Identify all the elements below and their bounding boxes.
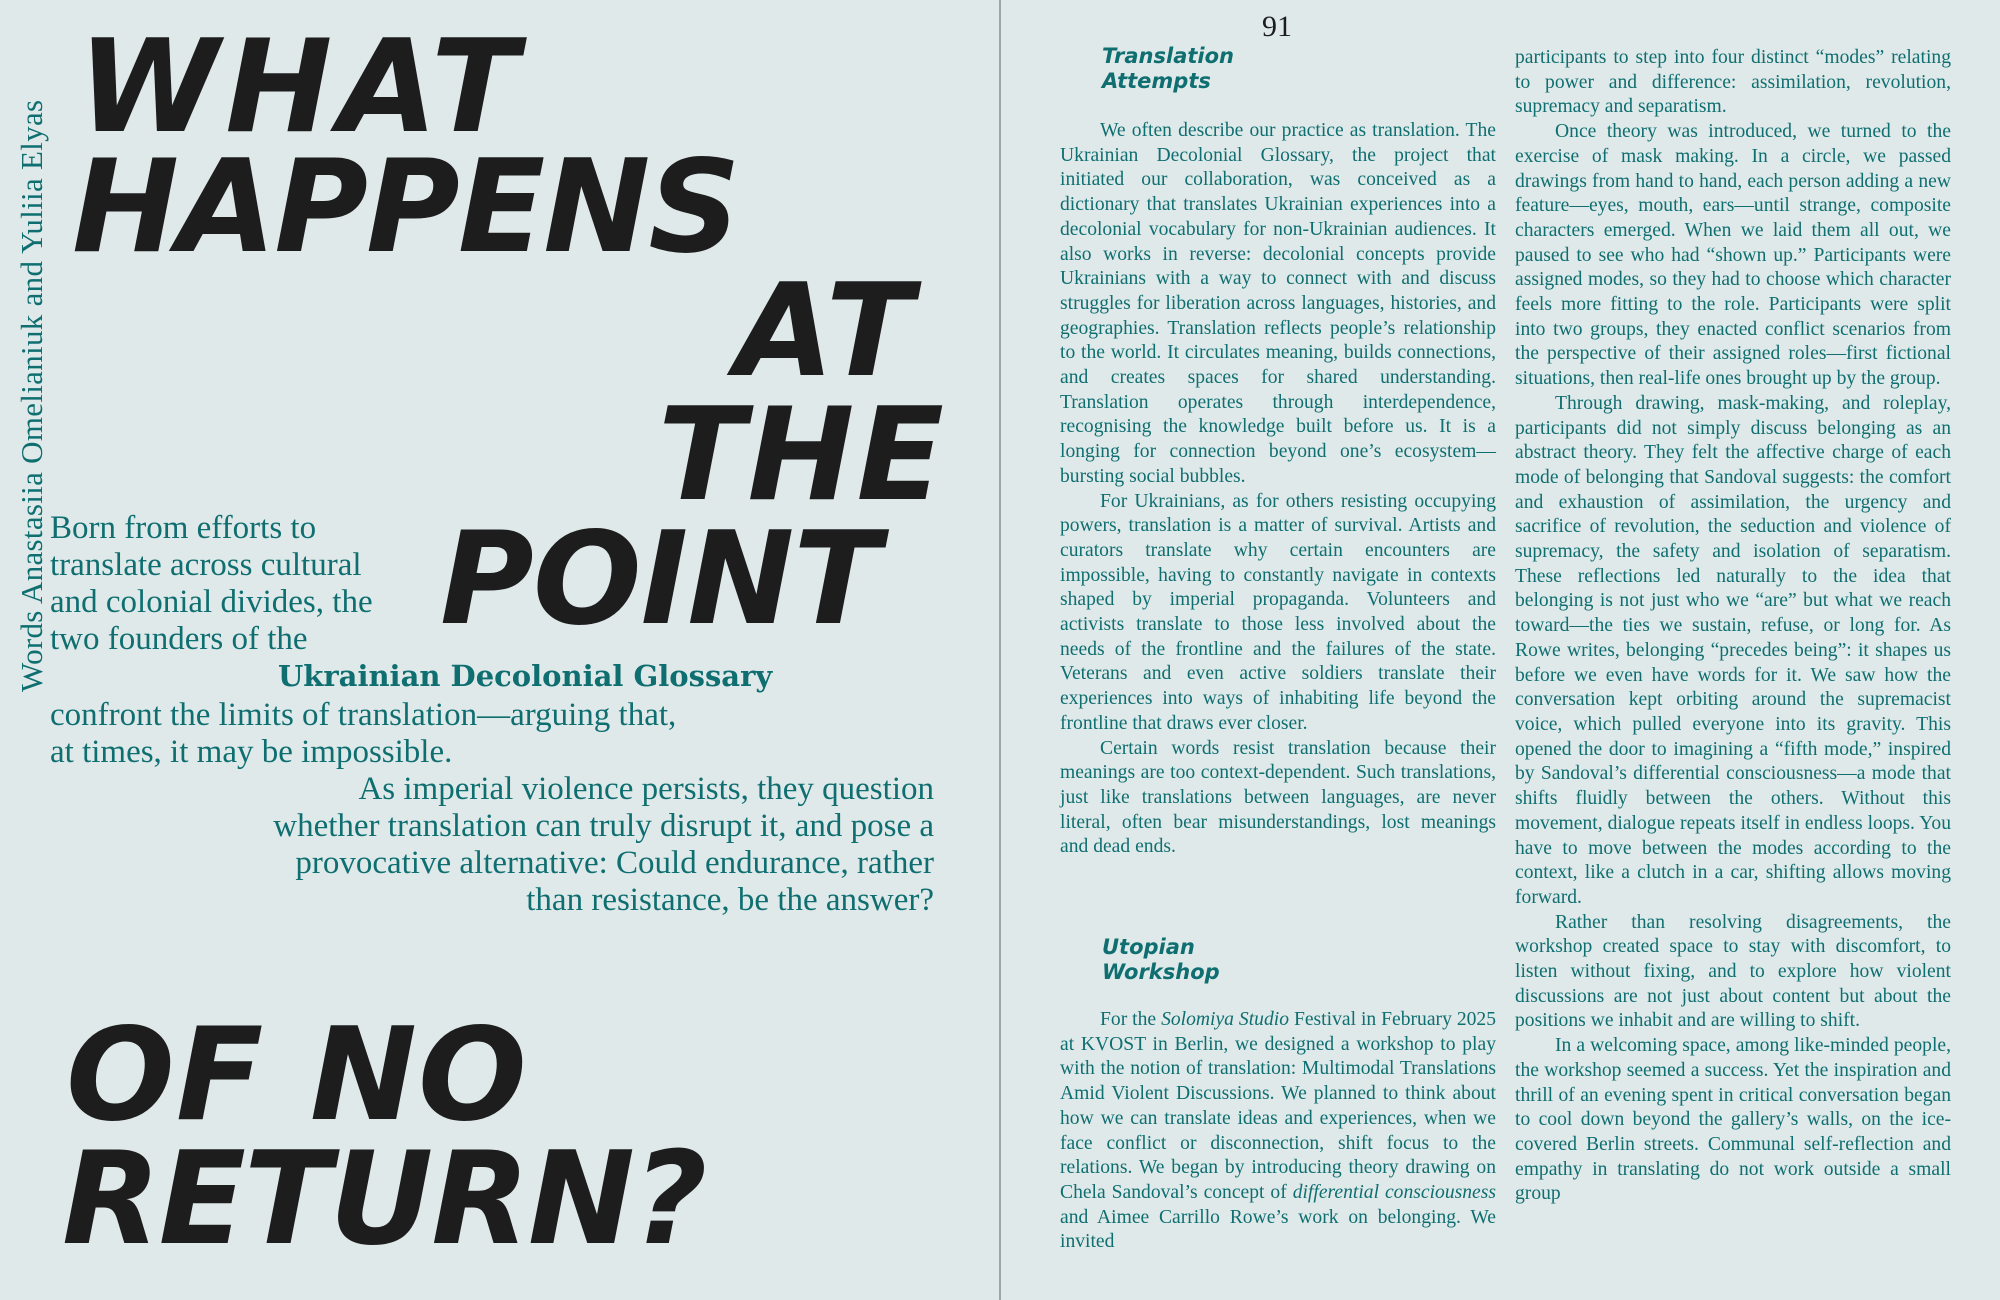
page-gutter [999, 0, 1001, 1300]
column-1-top [1060, 119, 1496, 860]
body-paragraph: We often describe our practice as translation. The Ukrainian Decolonial Glossary, the project that initiated our collaboration, was conceived as a dictionary that translates Ukrainian experiences into a decolonial vocabulary for non-Ukrainian audiences. It also works in reverse: decolonial concepts provide Ukrainians with a way to connect with and discuss struggles for liberation across languages, histories, and geographies. Translation reflects people’s relationship to the world. It circulates meaning, builds connections, and creates spaces for shared understanding. Translation operates through interdependence, recognising the knowledge built before us. It is a longing for connection beyond one’s ecosystem—bursting social bubbles. [1060, 120, 1496, 487]
body-paragraph: In a welcoming space, among like-minded people, the workshop seemed a success. Yet the inspiration and thrill of an evening spent in critical conversation began to cool down beyond the gallery’s walls, on the ice-covered Berlin streets. Communal self-reflection and empathy in translating do not work outside a small group [1515, 1035, 1951, 1205]
intro-paragraph-3: As imperial violence persists, they question whether translation can truly disrupt it, and pose a provocative alternative: Could endurance, rather than resistance, be the answer? [273, 771, 934, 918]
intro-part2-line2: at times, it may be impossible. [50, 734, 453, 770]
body-paragraph [1060, 1008, 1496, 1255]
intro-part2-line1: confront the limits of translation—arguing that, [50, 697, 677, 733]
column-1-bottom [1060, 1008, 1496, 1255]
heading-translation-attempts [1102, 44, 1234, 94]
title-line-of-no: OF NO [66, 1001, 528, 1150]
text-run: and Aimee Carrillo Rowe’s work on belonging. We invited [1060, 1206, 1496, 1253]
heading-line: Translation [1102, 44, 1234, 68]
heading-line: Utopian [1102, 935, 1195, 959]
intro-text [50, 505, 950, 658]
text-run: Festival in February 2025 at KVOST in Berlin, we designed a workshop to play with the notion of translation: Multimodal Translations Amid Violent Discussions. We planned to think about how we can translate ideas and experiences, when we face conflict or disconnection, shift focus to the relations. We began by introducing theory drawing on Chela Sandoval’s concept of [1060, 1009, 1497, 1203]
column-2 [1515, 46, 1951, 1207]
text-run: For the [1100, 1009, 1162, 1030]
body-paragraph: participants to step into four distinct “modes” relating to power and difference: assimilation, revolution, supremacy and separatism. [1515, 47, 1951, 118]
heading-utopian-workshop [1102, 935, 1220, 985]
body-paragraph: For Ukrainians, as for others resisting occupying powers, translation is a matter of survival. Artists and curators translate why certain encounters are impossible, having to constantly navigate in contexts shaped by imperial propaganda. Volunteers and activists translate to those less involved about the needs of the frontline and the failures of the state. Veterans and even active soldiers translate their experiences into ways of inhabiting life beyond the frontline that draws ever closer. [1060, 490, 1496, 734]
body-paragraph: Once theory was introduced, we turned to the exercise of mask making. In a circle, we passed drawings from hand to hand, each person adding a new feature—eyes, mouth, ears—until strange, composite characters emerged. When we laid them all out, we paused to see who had “shown up.” Participants were assigned modes, so they had to choose which character feels more fitting to the role. Participants were split into two groups, they enacted conflict scenarios from the perspective of their assigned roles—first fictional situations, then real-life ones brought up by the group. [1515, 121, 1951, 390]
title-line-point: POINT [440, 505, 880, 654]
body-paragraph: Rather than resolving disagreements, the workshop created space to stay with discomfort, to listen without fixing, and to explore how violent discussions are not just about content but about the positions we inhabit and are willing to shift. [1515, 911, 1951, 1032]
title-line-happens: HAPPENS [72, 133, 739, 282]
title-line-return: RETURN? [62, 1125, 706, 1274]
body-paragraph: Certain words resist translation because their meanings are too context-dependent. Such translations, just like translations between languages, are never literal, often bear misunderstandings, lost meanings and dead ends. [1060, 737, 1496, 858]
page-number: 91 [1262, 10, 1292, 43]
concept-name: differential consciousness [1292, 1181, 1496, 1203]
byline: Words Anastasiia Omelianiuk and Yuliia Elyas [14, 99, 49, 692]
heading-line: Workshop [1102, 960, 1220, 984]
glossary-title: Ukrainian Decolonial Glossary [278, 659, 773, 693]
heading-line: Attempts [1102, 69, 1211, 93]
intro-paragraph-2 [50, 697, 676, 771]
title-line-at: AT [735, 257, 918, 406]
intro-paragraph-1 [50, 510, 380, 658]
body-paragraph: Through drawing, mask-making, and roleplay, participants did not simply discuss belonging as an abstract theory. They felt the affective charge of each mode of belonging that Sandoval suggests: the comfort and exhaustion of assimilation, the urgency and sacrifice of revolution, the seduction and violence of supremacy, the safety and isolation of separatism. These reflections led naturally to the idea that belonging is not just who we “are” but what we reach toward—the ties we sustain, refuse, or long for. As Rowe writes, belonging “precedes being”: it shapes us before we even have words for it. We saw how the conversation kept orbiting around the supremacist voice, which pulled everyone into its gravity. This opened the door to imagining a “fifth mode,” inspired by Sandoval’s differential consciousness—a mode that shifts fluidly between the others. Without this movement, dialogue repeats itself in endless loops. You have to move between the modes according to the context, like a clutch in a car, shifting allows moving forward. [1515, 392, 1951, 908]
festival-name: Solomiya Studio [1161, 1009, 1290, 1030]
title-line-the: THE [658, 381, 946, 530]
intro-part1: Born from efforts to translate across cultural and colonial divides, the two founders of the [50, 510, 373, 657]
title-line-what: WHAT [78, 13, 525, 162]
